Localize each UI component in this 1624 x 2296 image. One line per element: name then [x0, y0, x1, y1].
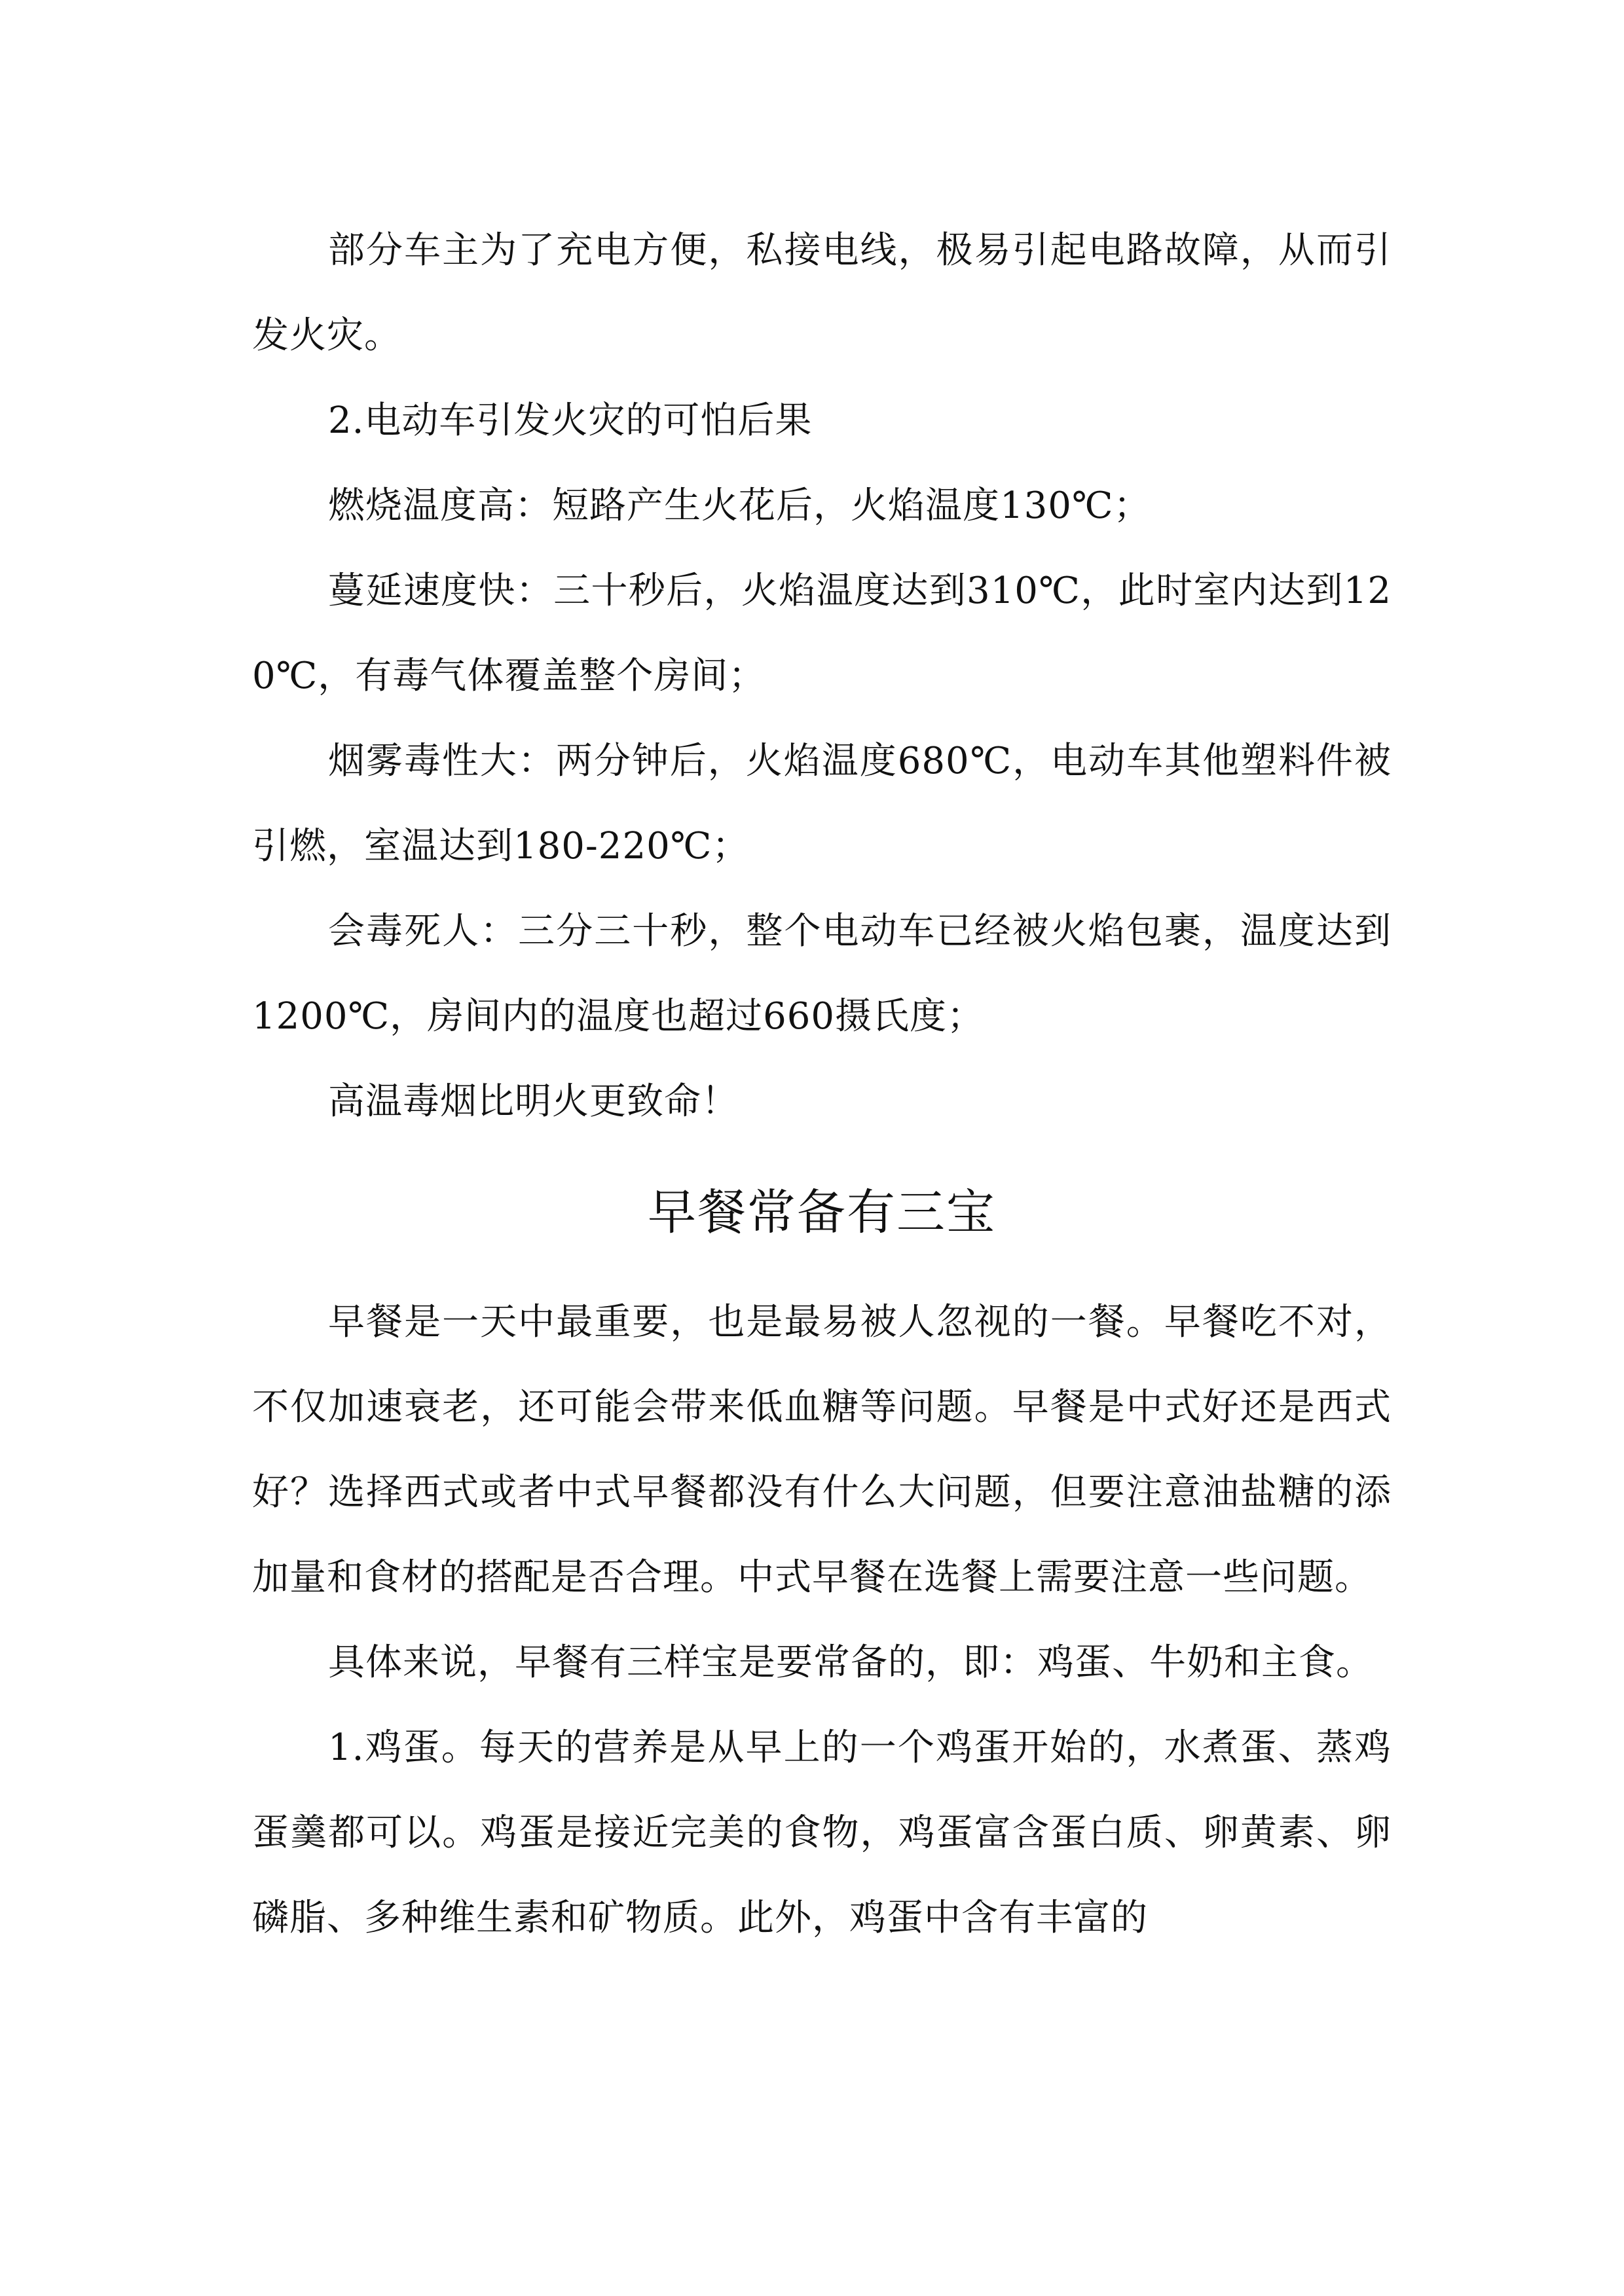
article-title: 早餐常备有三宝 — [648, 1184, 996, 1241]
paragraph-spread-speed: 蔓延速度快：三十秒后，火焰温度达到310℃，此时室内达到120℃，有毒气体覆盖整个房间； — [252, 570, 1392, 697]
paragraph-eggs: 1.鸡蛋。每天的营养是从早上的一个鸡蛋开始的，水煮蛋、蒸鸡蛋羹都可以。鸡蛋是接近完美的食物，鸡蛋富含蛋白质、卵黄素、卵磷脂、多种维生素和矿物质。此外，鸡蛋中含有丰富的 — [252, 1726, 1392, 1939]
paragraph-three-treasures: 具体来说，早餐有三样宝是要常备的，即：鸡蛋、牛奶和主食。 — [328, 1641, 1373, 1684]
paragraph-breakfast-intro: 早餐是一天中最重要，也是最易被人忽视的一餐。早餐吃不对，不仅加速衰老，还可能会带来低血糖等问题。早餐是中式好还是西式好？选择西式或者中式早餐都没有什么大问题，但要注意油盐糖的添加量和食材的搭配是否合理。中式早餐在选餐上需要注意一些问题。 — [252, 1301, 1392, 1599]
paragraph-wiring: 部分车主为了充电方便，私接电线，极易引起电路故障，从而引发火灾。 — [252, 229, 1392, 357]
subheading-fire-consequences: 2.电动车引发火灾的可怕后果 — [328, 399, 813, 442]
paragraph-burn-temperature: 燃烧温度高：短路产生火花后，火焰温度130℃； — [328, 484, 1151, 527]
paragraph-conclusion: 高温毒烟比明火更致命！ — [328, 1080, 739, 1123]
paragraph-smoke-toxicity: 烟雾毒性大：两分钟后，火焰温度680℃，电动车其他塑料件被引燃，室温达到180-220℃； — [252, 740, 1392, 867]
document-body — [252, 208, 1392, 1961]
paragraph-fatal: 会毒死人：三分三十秒，整个电动车已经被火焰包裹，温度达到1200℃，房间内的温度也超过660摄氏度； — [252, 910, 1392, 1038]
